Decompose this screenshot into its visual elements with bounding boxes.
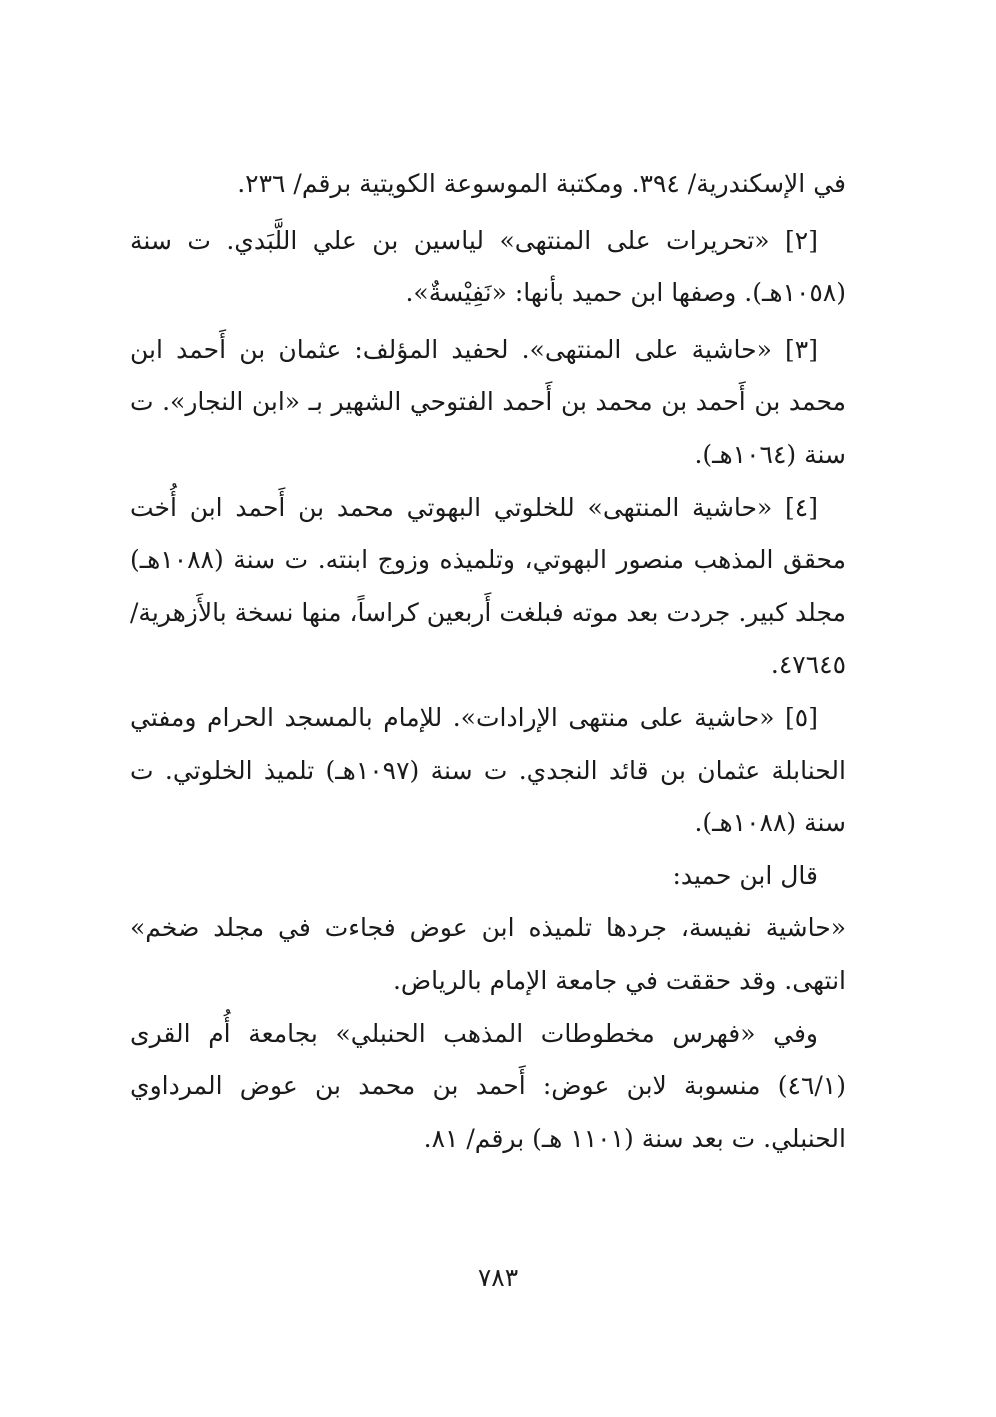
paragraph-quote-intro: قال ابن حميد: (672, 860, 818, 890)
paragraph-fihris: وفي «فهرس مخطوطات المذهب الحنبلي» بجامعة أُم القرى (٤٦/١) منسوبة لابن عوض: أَحمد بن محمد بن عوض المرداوي الحنبلي. ت بعد سنة (١١٠١ هـ) برقم/ ٨١. (130, 1018, 846, 1153)
paragraph-item-4: [٤] «حاشية المنتهى» للخلوتي البهوتي محمد بن أَحمد ابن أُخت محقق المذهب منصور البهوتي، وتلميذه وزوج ابنته. ت سنة (١٠٨٨هـ) مجلد كبير. جردت بعد موته فبلغت أَربعين كراساً، منها نسخة بالأَزهرية/ ٤٧٦٤٥. (130, 492, 846, 680)
page-number: ٧٨٣ (477, 1263, 519, 1292)
paragraph-item-5: [٥] «حاشية على منتهى الإرادات». للإمام بالمسجد الحرام ومفتي الحنابلة عثمان بن قائد النجدي. ت سنة (١٠٩٧هـ) تلميذ الخلوتي. ت سنة (١٠٨٨هـ). (130, 702, 846, 838)
paragraph-item-2: [٢] «تحريرات على المنتهى» لياسين بن علي اللَّبَدي. ت سنة (١٠٥٨هـ). وصفها ابن حميد بأنها: «نَفِيْسةٌ». (130, 225, 846, 308)
paragraph-quote: «حاشية نفيسة، جردها تلميذه ابن عوض فجاءت في مجلد ضخم» انتهى. وقد حققت في جامعة الإمام بالرياض. (130, 913, 846, 995)
body-text (130, 158, 846, 1165)
paragraph-item-3: [٣] «حاشية على المنتهى». لحفيد المؤلف: عثمان بن أَحمد ابن محمد بن أَحمد بن محمد بن أَحمد الفتوحي الشهير بـ «ابن النجار». ت سنة (١٠٦٤هـ). (130, 334, 846, 469)
paragraph-continuation: في الإسكندرية/ ٣٩٤. ومكتبة الموسوعة الكويتية برقم/ ٢٣٦. (237, 169, 846, 198)
